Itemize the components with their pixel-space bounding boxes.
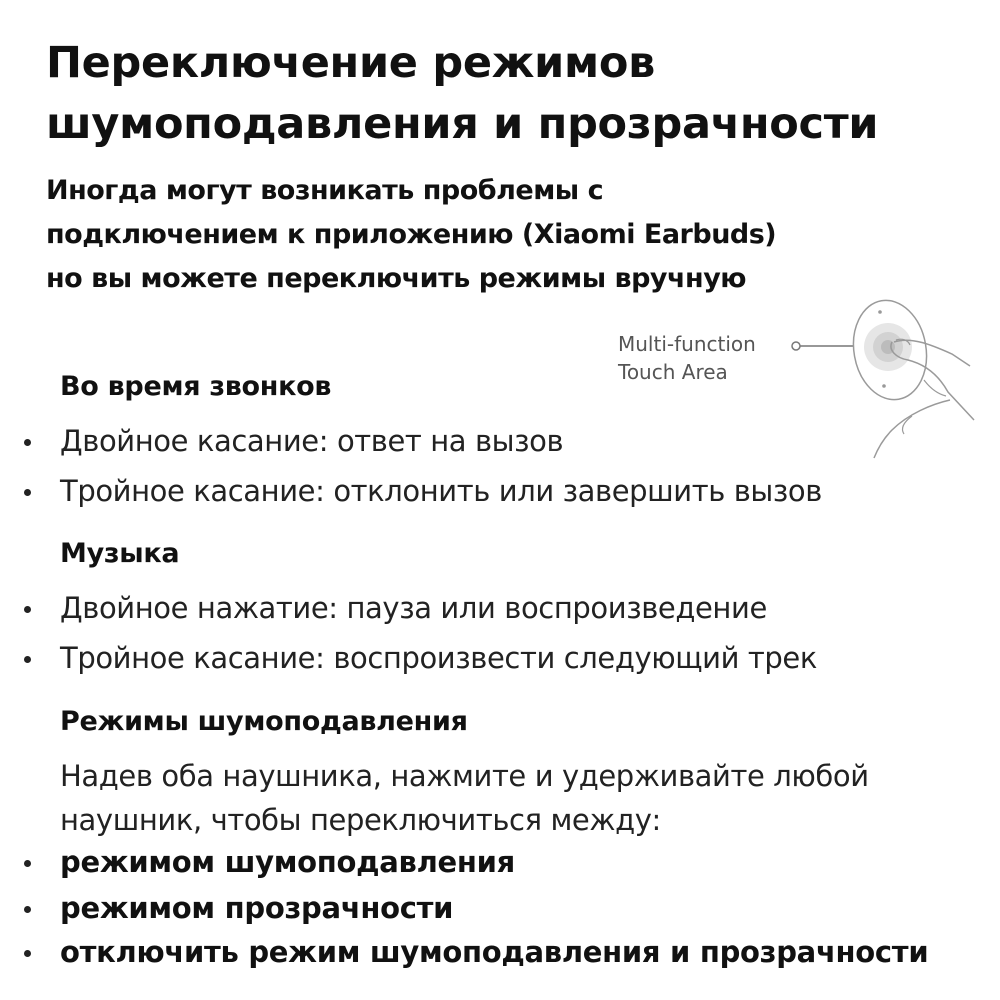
list-item-anc-2: режимом прозрачности: [60, 891, 454, 925]
subtitle-line-3: но вы можете переключить режимы вручную: [46, 263, 747, 294]
list-item-music-2: Тройное касание: воспроизвести следующий трек: [60, 641, 817, 675]
list-item-calls-2: Тройное касание: отклонить или завершить вызов: [60, 474, 822, 508]
bullet: [24, 906, 31, 913]
anc-intro-line-2: наушник, чтобы переключиться между:: [60, 803, 661, 837]
bullet: [24, 656, 31, 663]
list-item-music-1: Двойное нажатие: пауза или воспроизведение: [60, 591, 767, 625]
section-heading-music: Музыка: [60, 538, 180, 569]
page-title-line-1: Переключение режимов: [46, 38, 655, 88]
touch-area-label-line-1: Multi-function: [618, 332, 756, 356]
anc-intro-line-1: Надев оба наушника, нажмите и удерживайте любой: [60, 759, 869, 793]
touch-area-label-line-2: Touch Area: [618, 360, 728, 384]
subtitle-line-2: подключением к приложению (Xiaomi Earbuds): [46, 219, 777, 250]
subtitle-line-1: Иногда могут возникать проблемы с: [46, 175, 604, 206]
section-heading-calls: Во время звонков: [60, 371, 332, 402]
bullet: [24, 489, 31, 496]
bullet: [24, 950, 31, 957]
bullet: [24, 860, 31, 867]
hand-outline: [874, 400, 950, 458]
earbud-icon: [612, 292, 980, 462]
page-title-line-2: шумоподавления и прозрачности: [46, 99, 879, 149]
list-item-anc-3: отключить режим шумоподавления и прозрачности: [60, 935, 929, 969]
bullet: [24, 439, 31, 446]
section-heading-anc: Режимы шумоподавления: [60, 706, 468, 737]
bullet: [24, 606, 31, 613]
pointer-dot: [792, 342, 800, 350]
list-item-anc-1: режимом шумоподавления: [60, 845, 515, 879]
list-item-calls-1: Двойное касание: ответ на вызов: [60, 424, 564, 458]
earbud-touch-area-illustration: [612, 292, 980, 462]
